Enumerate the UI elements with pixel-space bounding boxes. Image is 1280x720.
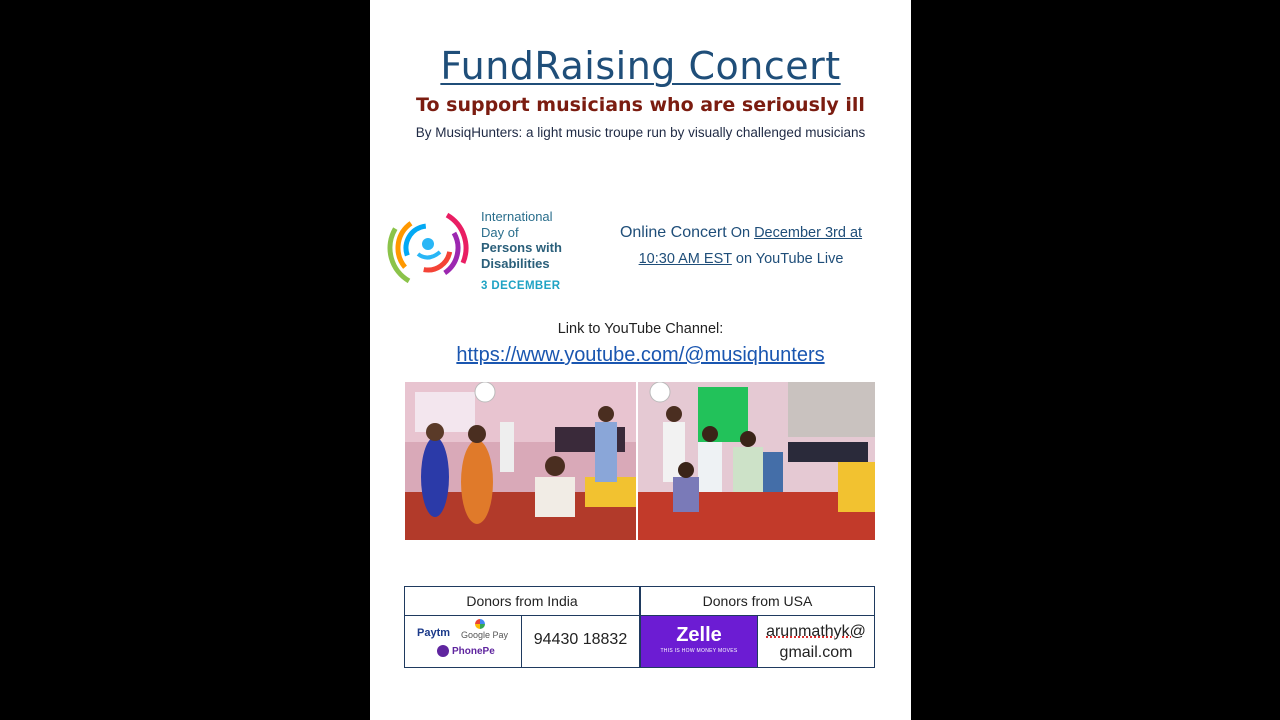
idpd-line2: Day of <box>481 224 519 240</box>
concert-on: On <box>730 225 751 241</box>
concert-time: 10:30 AM EST <box>638 251 732 267</box>
email-line1: arunmathyk@ <box>766 623 866 640</box>
google-pay-icon: Google Pay <box>461 630 509 640</box>
paytm-icon: Paytm <box>417 627 451 639</box>
concert-photo-right <box>638 382 875 540</box>
concert-photo-left <box>405 382 636 540</box>
india-phone-number: 94430 18832 <box>533 631 628 648</box>
idpd-line4: Disabilities <box>481 255 550 271</box>
usa-email <box>758 621 874 663</box>
donors-india-box <box>404 586 640 668</box>
phonepe-mark-icon <box>437 645 449 657</box>
poster-page <box>370 0 911 720</box>
idpd-line3: Persons with <box>481 240 562 255</box>
youtube-link[interactable]: https://www.youtube.com/@musiqhunters <box>456 344 825 366</box>
india-payment-logos <box>415 619 515 663</box>
youtube-link-label: Link to YouTube Channel: <box>557 321 724 337</box>
donors-india-header: Donors from India <box>405 587 639 616</box>
zelle-logo <box>641 616 757 667</box>
phonepe-icon: PhonePe <box>452 646 495 657</box>
poster-title: FundRaising Concert <box>440 44 841 88</box>
poster-subtitle: To support musicians who are seriously ill <box>416 94 865 116</box>
email-line2: gmail.com <box>779 644 853 661</box>
concert-platform: on YouTube Live <box>735 251 844 267</box>
idpd-date: 3 DECEMBER <box>481 280 561 292</box>
zelle-icon: Zelle <box>676 624 722 646</box>
concert-info <box>596 220 886 272</box>
zelle-tagline: THIS IS HOW MONEY MOVES <box>660 648 738 654</box>
byline: By MusiqHunters: a light music troupe run by visually challenged musicians <box>415 125 866 140</box>
idpd-emblem-icon <box>384 204 476 296</box>
idpd-line1: International <box>481 209 553 224</box>
donors-usa-box <box>640 586 875 668</box>
idpd-logo <box>384 204 574 296</box>
google-pay-mark-icon <box>475 619 485 629</box>
concert-date: December 3rd at <box>754 225 863 241</box>
donors-usa-header: Donors from USA <box>641 587 874 616</box>
concert-label: Online Concert <box>619 224 727 241</box>
